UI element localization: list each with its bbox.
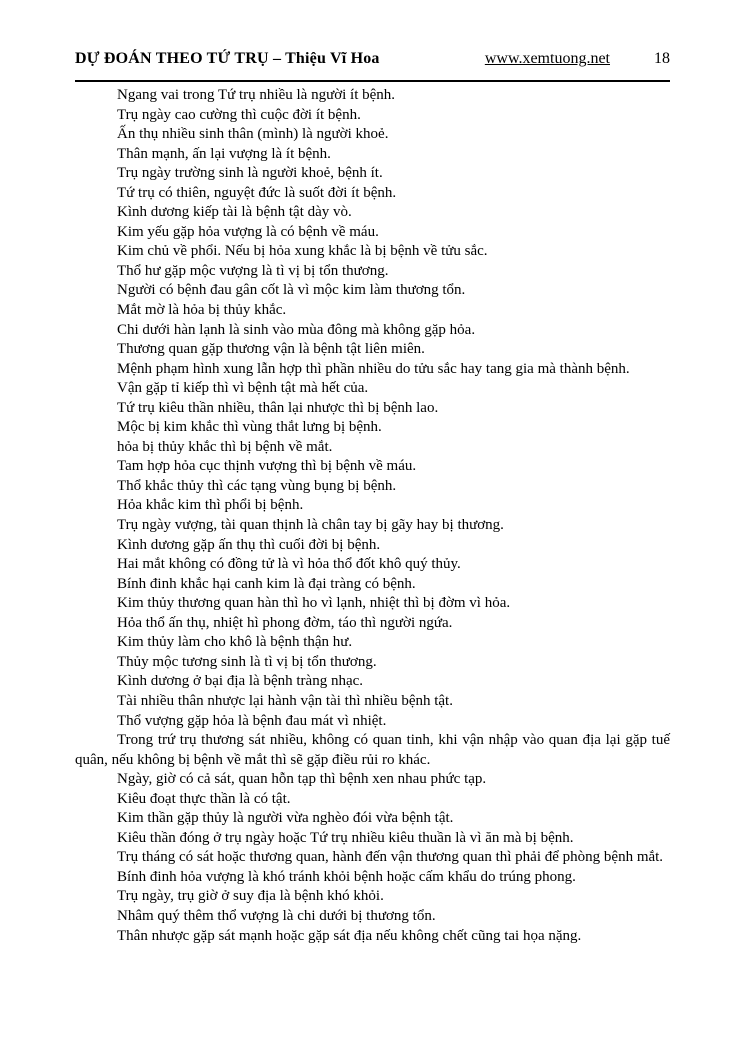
page-number: 18	[654, 50, 670, 67]
paragraph: Ấn thụ nhiều sinh thân (mình) là người khoẻ.	[117, 126, 389, 143]
paragraph: Kim yếu gặp hỏa vượng là có bệnh về máu.	[117, 223, 379, 240]
paragraph: Thổ hư gặp mộc vượng là tì vị bị tổn thương.	[117, 262, 389, 279]
paragraph: Vận gặp tỉ kiếp thì vì bệnh tật mà hết của.	[117, 380, 369, 397]
paragraph: Ngang vai trong Tứ trụ nhiều là người ít bệnh.	[117, 87, 396, 103]
paragraph: Trong trứ trụ thương sát nhiều, không có quan tinh, khi vận nhập vào quan địa lại gặp tuế quân, nếu không bị bệnh về mắt thì sẽ gặp điều rủi ro khác.	[75, 732, 670, 768]
paragraph: Mệnh phạm hình xung lẫn hợp thì phần nhiều do tửu sắc hay tang gia mà thành bệnh.	[117, 360, 630, 377]
paragraph: Hỏa thổ ấn thụ, nhiệt hì phong đờm, táo thì người ngứa.	[117, 614, 453, 631]
paragraph: Trụ ngày, trụ giờ ở suy địa là bệnh khó khỏi.	[117, 888, 384, 905]
paragraph: Tứ trụ kiêu thần nhiều, thân lại nhược thì bị bệnh lao.	[117, 399, 439, 416]
paragraph: Kim thần gặp thủy là người vừa nghèo đói vừa bệnh tật.	[117, 810, 454, 827]
paragraph: Kình dương gặp ấn thụ thì cuối đời bị bệnh.	[117, 536, 381, 553]
paragraph: Kim chủ về phổi. Nếu bị hỏa xung khắc là bị bệnh về tửu sắc.	[117, 243, 488, 260]
paragraph: Trụ ngày trường sinh là người khoẻ, bệnh ít.	[117, 165, 383, 182]
paragraph: Tam hợp hỏa cục thịnh vượng thì bị bệnh về máu.	[117, 458, 417, 475]
paragraph: Kim thủy làm cho khô là bệnh thận hư.	[117, 634, 353, 651]
paragraph: Chi dưới hàn lạnh là sinh vào mùa đông mà không gặp hỏa.	[117, 321, 476, 338]
paragraph: Thổ khắc thủy thì các tạng vùng bụng bị bệnh.	[117, 477, 397, 494]
paragraph: Ngày, giờ có cả sát, quan hỗn tạp thì bệnh xen nhau phức tạp.	[117, 771, 487, 788]
paragraph: Tài nhiều thân nhược lại hành vận tài thì nhiều bệnh tật.	[117, 692, 453, 709]
paragraph: Người có bệnh đau gân cốt là vì mộc kim làm thương tổn.	[117, 282, 466, 299]
paragraph: Trụ ngày vượng, tài quan thịnh là chân tay bị gãy hay bị thương.	[117, 517, 504, 534]
document-title: DỰ ĐOÁN THEO TỨ TRỤ – Thiệu Vĩ Hoa	[75, 50, 380, 67]
paragraph: Kình dương kiếp tài là bệnh tật dày vò.	[117, 204, 352, 221]
paragraph: Bính đinh khắc hại canh kim là đại tràng có bệnh.	[117, 575, 416, 592]
paragraph: Thổ vượng gặp hỏa là bệnh đau mát vì nhiệt.	[117, 712, 387, 729]
paragraph: hỏa bị thủy khắc thì bị bệnh về mắt.	[117, 438, 333, 455]
paragraph: Mộc bị kim khắc thì vùng thắt lưng bị bệnh.	[117, 419, 382, 436]
paragraph: Bính đinh hỏa vượng là khó tránh khỏi bệnh hoặc cấm khẩu do trúng phong.	[117, 868, 576, 885]
paragraph: Thân nhược gặp sát mạnh hoặc gặp sát địa nếu không chết cũng tai họa nặng.	[117, 927, 582, 944]
website-link[interactable]: www.xemtuong.net	[484, 50, 610, 67]
paragraph: Thương quan gặp thương vận là bệnh tật liên miên.	[117, 341, 425, 358]
paragraph: Mắt mờ là hỏa bị thủy khắc.	[117, 302, 287, 319]
paragraph: Kim thủy thương quan hàn thì ho vì lạnh, nhiệt thì bị đờm vì hỏa.	[117, 595, 511, 612]
page-header	[75, 50, 670, 68]
paragraph: Nhâm quý thêm thổ vượng là chi dưới bị thương tổn.	[117, 907, 436, 924]
paragraph: Hỏa khắc kim thì phổi bị bệnh.	[117, 497, 304, 514]
paragraph: Kiêu đoạt thực thần là có tật.	[117, 790, 291, 807]
paragraph: Trụ tháng có sát hoặc thương quan, hành đến vận thương quan thì phải để phòng bệnh mắt.	[117, 849, 664, 866]
paragraph: Tứ trụ có thiên, nguyệt đức là suốt đời ít bệnh.	[117, 184, 397, 201]
paragraph: Thủy mộc tương sinh là tì vị bị tổn thương.	[117, 653, 377, 670]
paragraph: Kiêu thần đóng ở trụ ngày hoặc Tứ trụ nhiều kiêu thuần là vì ăn mà bị bệnh.	[117, 829, 574, 846]
header-divider	[75, 80, 670, 82]
paragraph: Kình dương ở bại địa là bệnh tràng nhạc.	[117, 673, 364, 690]
paragraph: Thân mạnh, ấn lại vượng là ít bệnh.	[117, 145, 331, 162]
document-body	[75, 86, 670, 946]
header-right-group	[485, 50, 670, 68]
paragraph: Trụ ngày cao cường thì cuộc đời ít bệnh.	[117, 106, 361, 123]
paragraph: Hai mắt không có đồng tử là vì hỏa thổ đốt khô quý thủy.	[117, 556, 461, 573]
